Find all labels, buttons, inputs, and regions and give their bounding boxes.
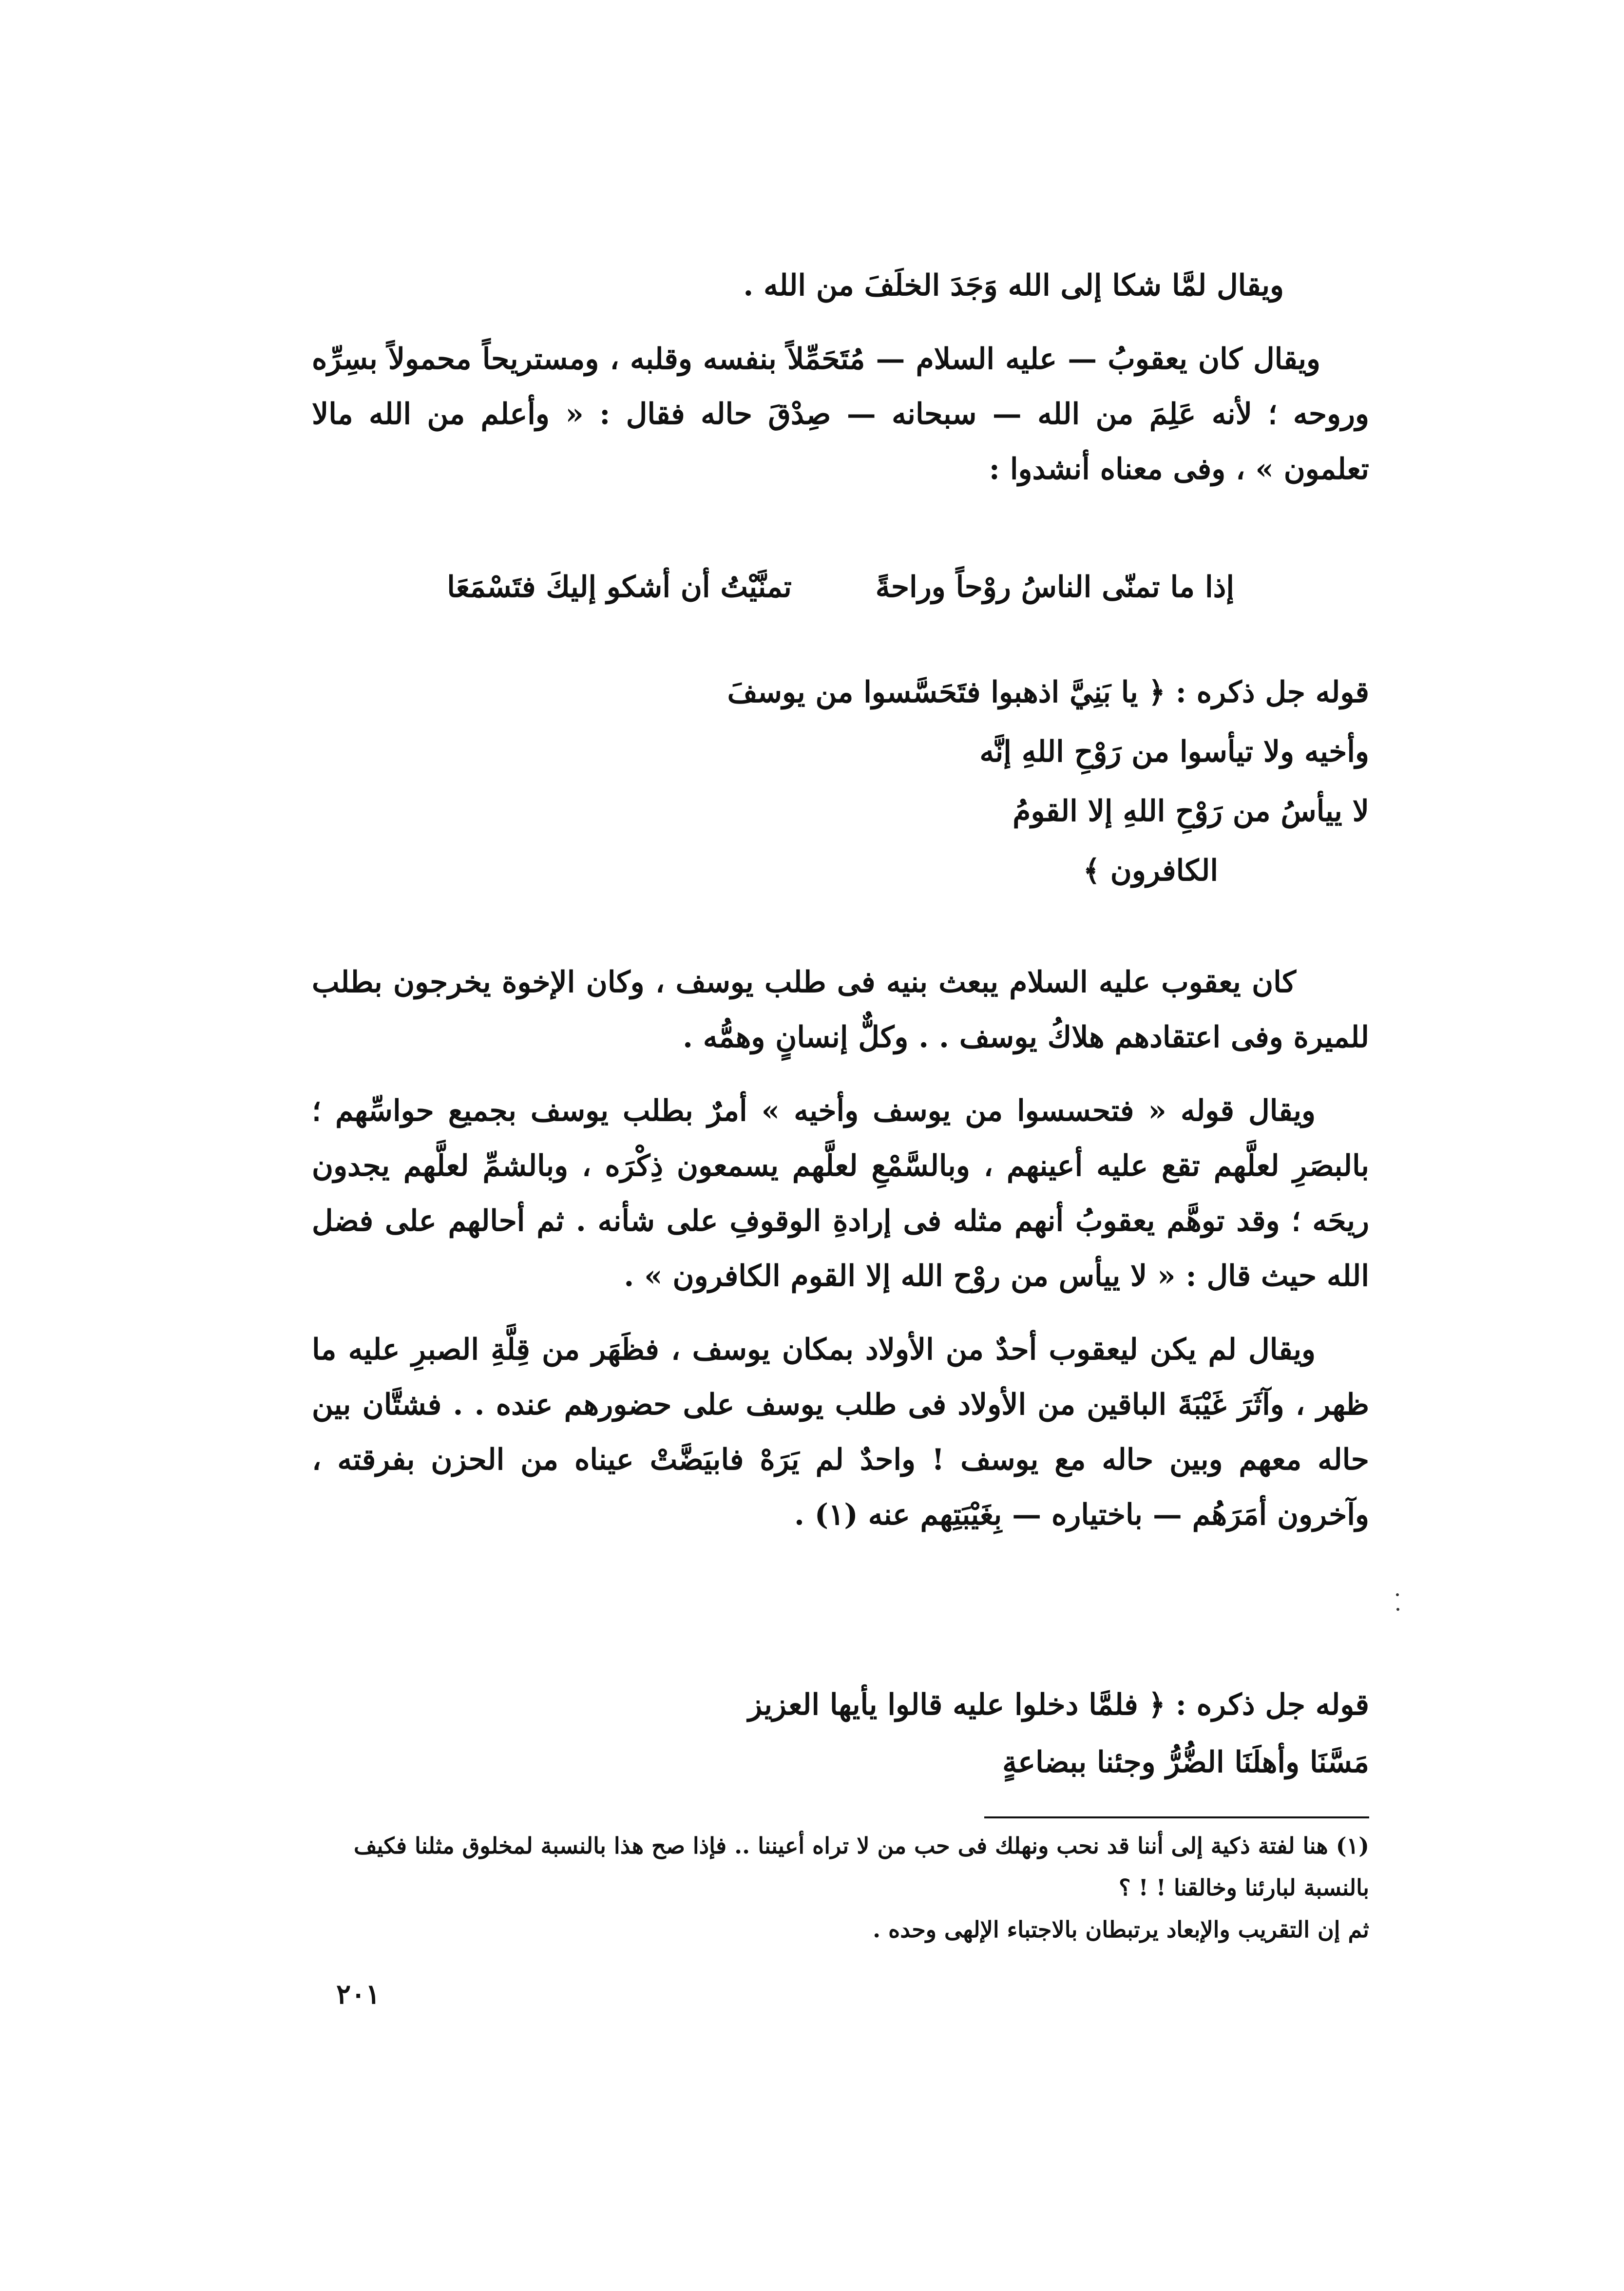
- page-number: ٢٠١: [336, 1978, 381, 2010]
- quran-line: [658, 1676, 1369, 1734]
- scan-speck: [1396, 1593, 1399, 1596]
- quran-verse-line: الكافرون ﴾: [1083, 854, 1218, 888]
- paragraph: ويقال لمَّا شكا إلى الله وَجَدَ الخلَفَ من الله .: [743, 268, 1284, 303]
- footnote-separator: [984, 1816, 1369, 1818]
- quran-verse-line: وأخيه ولا تيأسوا من رَوْحِ اللهِ إنَّه: [979, 735, 1369, 769]
- top-text-block: [312, 258, 1369, 515]
- middle-text-block: [312, 955, 1369, 1561]
- poetry-verse: [447, 570, 1234, 604]
- quran-verse-line: مَسَّنَا وأهلَنَا الضُّرُّ وجئنا ببضاعةٍ: [1002, 1745, 1369, 1779]
- scan-speck: [1396, 1608, 1399, 1611]
- quran-quote-1: [658, 663, 1369, 900]
- quran-line: [658, 663, 1369, 722]
- quran-intro: قوله جل ذكره :: [1175, 1688, 1369, 1722]
- paragraph: ويقال قوله « فتحسسوا من يوسف وأخيه » أمرٌ بطلب يوسف بجميع حواسِّهم ؛ بالبصَرِ لعلَّهم تقع عليه أعينهم ، وبالسَّمْعِ لعلَّهم يسمعون ذِكْرَه ، وبالشمِّ لعلَّهم يجدون ريحَه ؛ وقد توهَّم يعقوبُ أنهم مثله فى إرادةِ الوقوفِ على شأنه . ثم أحالهم على فضل الله حيث قال : « لا ييأس من روْح الله إلا القوم الكافرون » .: [312, 1094, 1369, 1293]
- paragraph: كان يعقوب عليه السلام يبعث بنيه فى طلب يوسف ، وكان الإخوة يخرجون بطلب للميرة وفى اعتقادهم هلاكُ يوسف . . وكلٌّ إنسانٍ وهمُّه .: [312, 965, 1369, 1054]
- paragraph: ويقال لم يكن ليعقوب أحدٌ من الأولاد بمكان يوسف ، فظَهَر من قِلَّةِ الصبرِ عليه ما ظهر ، وآثَرَ غَيْبَةَ الباقين من الأولاد فى طلب يوسف على حضورهم عنده . . فشتَّان بين حاله معهم وبين حاله مع يوسف ! واحدٌ لم يَرَهْ فابيَضَّتْ عيناه من الحزن بفرقته ، وآخرون أمَرَهُم — باختياره — بِغَيْبَتِهم عنه (١) .: [312, 1333, 1369, 1532]
- quran-quote-2: [658, 1676, 1369, 1791]
- quran-verse-line: ﴿ فلمَّا دخلوا عليه قالوا يأيها العزيز: [748, 1688, 1165, 1722]
- quran-verse-line: ﴿ يا بَنِيَّ اذهبوا فتَحَسَّسوا من يوسفَ: [727, 675, 1165, 709]
- footnote-line: (١) هنا لفتة ذكية إلى أننا قد نحب ونهلك فى حب من لا تراه أعيننا .. فإذا صح هذا بالنسبة لمخلوق مثلنا فكيف بالنسبة لبارئنا وخالقنا ! ! ؟: [354, 1833, 1369, 1901]
- quran-verse-line: لا ييأسُ من رَوْحِ اللهِ إلا القومُ: [1013, 794, 1369, 828]
- verse-left-hemistich: تمنَّيْتُ أن أشكو إليكَ فتَسْمَعَا: [447, 570, 792, 604]
- verse-right-hemistich: إذا ما تمنّى الناسُ روْحاً وراحةً: [875, 570, 1234, 604]
- paragraph: ويقال كان يعقوبُ — عليه السلام — مُتَحَمِّلاً بنفسه وقلبه ، ومستريحاً محمولاً بسِرِّه وروحه ؛ لأنه عَلِمَ من الله — سبحانه — صِدْقَ حاله فقال : « وأعلم من الله مالا تعلمون » ، وفى معناه أنشدوا :: [312, 342, 1369, 486]
- quran-intro: قوله جل ذكره :: [1175, 675, 1369, 709]
- footnote: [312, 1825, 1369, 1950]
- footnote-line: ثم إن التقريب والإبعاد يرتبطان بالاجتباء الإلهى وحده .: [873, 1916, 1369, 1943]
